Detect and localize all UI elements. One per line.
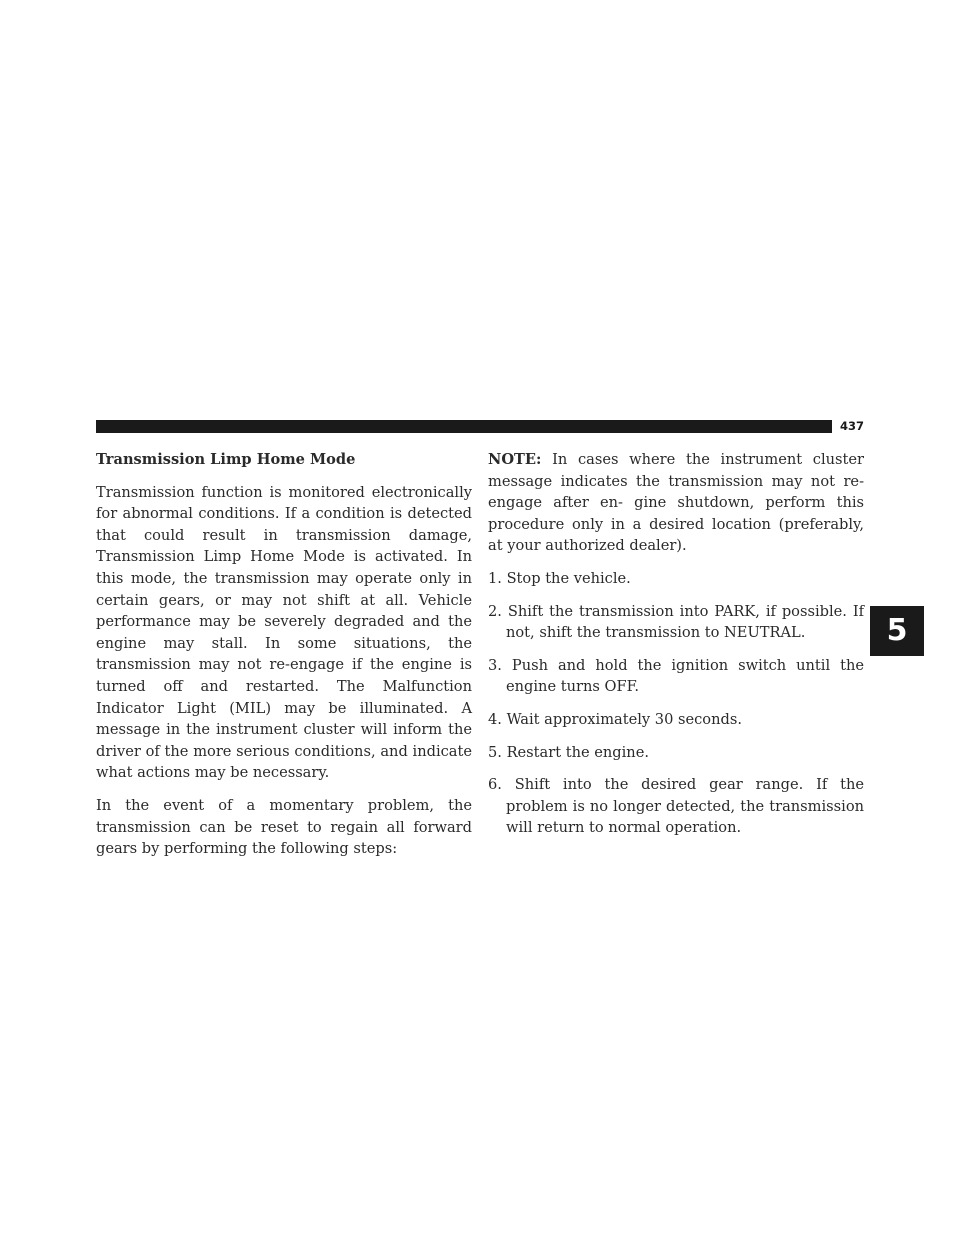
paragraph-description: Transmission function is monitored electronically for abnormal conditions. If a condition is detected that could result in transmission damage, Transmission Limp Home Mode is activated. In this mode, the transmission may operate only in certain gears, or may not shift at all. Vehicle performance may be severely degraded and the engine may stall. In some situations, the transmission may not re-engage if the engine is turned off and restarted. The Malfunction Indicator Light (MIL) may be illuminated. A message in the instrument cluster will inform the driver of the more serious conditions, and indicate what actions may be necessary. — [96, 483, 472, 782]
note-text: In cases where the instrument cluster message indicates the transmission may not re-engage after en- gine shutdown, perform this procedure only in a desired location (preferably, at your authorized dealer). — [488, 451, 864, 555]
section-title: STARTING AND OPERATING — [656, 419, 830, 433]
step-list — [488, 568, 864, 839]
chapter-tab: 5 — [870, 606, 924, 656]
note-paragraph — [488, 449, 864, 557]
right-column — [488, 449, 864, 850]
running-header — [0, 419, 864, 433]
section-heading: Transmission Limp Home Mode — [96, 451, 356, 468]
left-column — [96, 449, 472, 871]
step-item: 4. Wait approximately 30 seconds. — [488, 710, 742, 728]
step-item: 5. Restart the engine. — [488, 743, 649, 761]
step-item: 1. Stop the vehicle. — [488, 569, 631, 587]
step-item: 2. Shift the transmission into PARK, if possible. If not, shift the transmission to NEUTRAL. — [488, 602, 864, 642]
paragraph-reset-intro: In the event of a momentary problem, the transmission can be reset to regain all forward gears by performing the following steps: — [96, 796, 472, 858]
step-item: 6. Shift into the desired gear range. If the problem is no longer detected, the transmission will return to normal operation. — [488, 776, 864, 837]
step-item: 3. Push and hold the ignition switch until the engine turns OFF. — [488, 656, 864, 696]
page-number: 437 — [839, 419, 864, 433]
note-label: NOTE: — [488, 451, 542, 468]
